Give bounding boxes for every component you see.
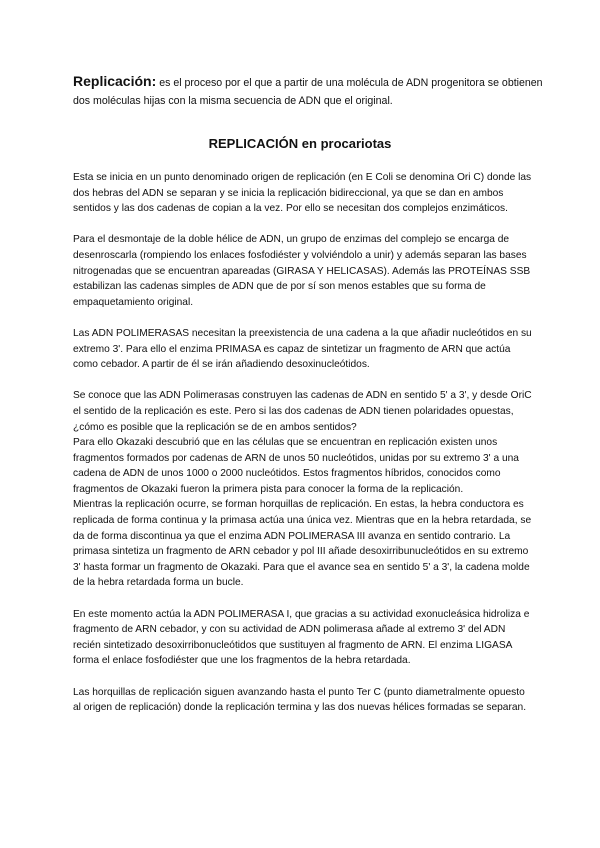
section-heading: REPLICACIÓN en procariotas [208, 136, 392, 151]
intro-term: Replicación: [73, 73, 157, 89]
paragraph-origin: Esta se inicia en un punto denominado origen de replicación (en E Coli se denomina Ori C) donde las dos hebras del ADN se separan y se inicia la replicación bidireccional, ya que se dan en ambos sentidos y las dos cadenas de copian a la vez. Por ello se necesitan dos complejos enzimáticos. [73, 172, 532, 215]
paragraph-forks: Mientras la replicación ocurre, se forman horquillas de replicación. En estas, la hebra conductora es replicada de forma continua y la primasa actúa una única vez. Mientras que en la hebra retardada, se da de forma discontinua ya que el enzima ADN POLIMERASA III avanza en sentido contrario. La primasa sintetiza un fragmento de ARN cebador y pol III añade desoxirribunucleótidos en su extremo 3' hasta formar un fragmento de Okazaki. Para que el avance sea en sentido 5' a 3', la cadena molde de la hebra retardada forma un bucle. [73, 499, 532, 589]
paragraph-primase: Las ADN POLIMERASAS necesitan la preexistencia de una cadena a la que añadir nucleótidos en su extremo 3'. Para ello el enzima PRIMASA es capaz de sintetizar un fragmento de ARN que actúa como cebador. A partir de él se irán añadiendo desoxinucleótidos. [73, 327, 532, 371]
paragraph-direction: Se conoce que las ADN Polimerasas construyen las cadenas de ADN en sentido 5' a 3', y desde OriC el sentido de la replicación es este. Pero si las dos cadenas de ADN tienen polaridades opuestas, ¿cómo es posible que la replicación se de en ambos sentidos? [73, 390, 532, 433]
paragraph-helicase: Para el desmontaje de la doble hélice de ADN, un grupo de enzimas del complejo se encarga de desenroscarla (rompiendo los enlaces fosfodiéster y volviéndolo a unir) y además separan las bases nitrogenadas que se encuentran apareadas (GIRASA Y HELICASAS). Además las PROTEÍNAS SSB estabilizan las cadenas simples de ADN que de por sí son menos estables que su forma de empaquetamiento original. [73, 234, 531, 308]
paragraph-polymerase-i: En este momento actúa la ADN POLIMERASA I, que gracias a su actividad exonucleásica hidroliza e fragmento de ARN cebador, y con su actividad de ADN polimerasa añade al extremo 3' del ADN recién sintetizado desoxirribonucleótidos que sustituyen al fragmento de ARN. El enzima LIGASA forma el enlace fosfodiéster que une los fragmentos de la hebra retardada. [73, 608, 530, 667]
body-text [73, 170, 533, 731]
paragraph-okazaki: Para ello Okazaki descubrió que en las células que se encuentran en replicación existen unos fragmentos formados por cadenas de ARN de unos 50 nucleótidos, unidas por su extremo 3' a una cadena de ADN de unos 1000 o 2000 nucleótidos. Estos fragmentos híbridos, conocidos como fragmentos de Okazaki fueron la primera pista para conocer la forma de la replicación. [73, 437, 519, 495]
paragraph-termination: Las horquillas de replicación siguen avanzando hasta el punto Ter C (punto diametralmente opuesto al origen de replicación) donde la replicación termina y las dos nuevas hélices formadas se separan. [73, 686, 527, 714]
intro-text: es el proceso por el que a partir de una molécula de ADN progenitora se obtienen dos moléculas hijas con la misma secuencia de ADN que el original. [73, 77, 543, 107]
intro-definition [73, 72, 543, 110]
